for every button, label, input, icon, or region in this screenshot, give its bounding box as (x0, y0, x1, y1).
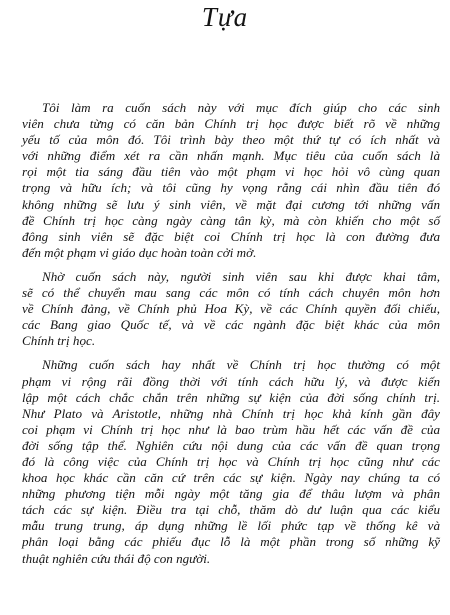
text-line: phân loại bằng các phiếu đục lỗ là một phần trong số những kỹ (22, 534, 440, 550)
text-line: sẽ có thể chuyển mau sang các môn có tính cách chuyên môn hơn (22, 285, 440, 301)
text-line: đến một phạm vi giáo dục hoàn toàn cởi mở. (22, 244, 257, 260)
text-line: mẫu trung trung, áp dụng những lề lối phức tạp về thống kê và (22, 518, 440, 534)
text-line: khoa học khác cần căn cứ trên các sự kiện. Ngày nay chúng ta có (22, 470, 440, 486)
text-line: không những sẽ lưu ý sinh viên, về mặt đại cương tới những vấn (22, 196, 440, 212)
text-line: đông sinh viên sẽ đặc biệt coi Chính trị học là con đường đưa (22, 228, 440, 244)
text-line: Nhờ cuốn sách này, người sinh viên sau khi được khai tâm, (42, 268, 440, 284)
text-line: những phương tiện mỗi ngày một tăng gia để thâu lượm và phân (22, 486, 440, 502)
page-title: Tựa (201, 2, 249, 32)
text-line: với những điểm xét ra cần nhấn mạnh. Mục tiêu của cuốn sách là (22, 148, 440, 164)
text-line: trọng và hữu ích; và tôi cũng hy vọng rằng cái nhìn đầu tiên đó (22, 180, 440, 196)
text-line: đời sống tập thể. Nghiên cứu nội dung của các vấn đề quan trọng (22, 437, 440, 453)
text-line: Như Plato và Aristotle, những nhà Chính trị học khả kính gần đây (22, 405, 440, 421)
text-line: các Bang giao Quốc tế, và về các ngành đặc biệt khác của môn (22, 317, 440, 333)
text-line: phạm vi rộng rãi đồng thời với tính cách hữu lý, và được kiến (22, 373, 440, 389)
text-line: về Chính đảng, về Chính phủ Hoa Kỳ, về các Chính quyền đối chiếu, (22, 301, 440, 317)
text-line: thuật nghiên cứu thái độ con người. (22, 550, 211, 566)
text-line: đề Chính trị học càng ngày càng tân kỳ, mà còn khiến cho một số (22, 212, 440, 228)
body-text (22, 100, 440, 575)
text-line: coi phạm vi Chính trị học như là bao trùm hầu hết các vấn đề của (22, 421, 440, 437)
text-line: tách các sự kiện. Điều tra tại chỗ, thăm dò dư luận qua các kiểu (22, 502, 440, 518)
paragraph-1 (22, 100, 440, 261)
text-line: yếu tố của môn đó. Tôi trình bày theo một thứ tự có ích nhất và (22, 132, 440, 148)
paragraph-2 (22, 269, 440, 349)
text-line: Những cuốn sách hay nhất về Chính trị học thường có một (42, 357, 440, 373)
text-line: lập một cách chắc chắn trên những sự kiện của đời sống chính trị. (22, 389, 440, 405)
text-line: Chính trị học. (22, 333, 96, 349)
paragraph-3 (22, 357, 440, 566)
text-line: viên chưa từng có căn bản Chính trị học được biết rõ về những (22, 116, 440, 132)
text-line: Tôi làm ra cuốn sách này với mục đích giúp cho các sinh (42, 100, 440, 115)
text-line: rọi một tia sáng đầu tiên vào một phạm vi học hỏi vô cùng quan (22, 164, 440, 180)
text-line: đó là công việc của Chính trị học và Chính trị học cũng như các (22, 453, 440, 469)
